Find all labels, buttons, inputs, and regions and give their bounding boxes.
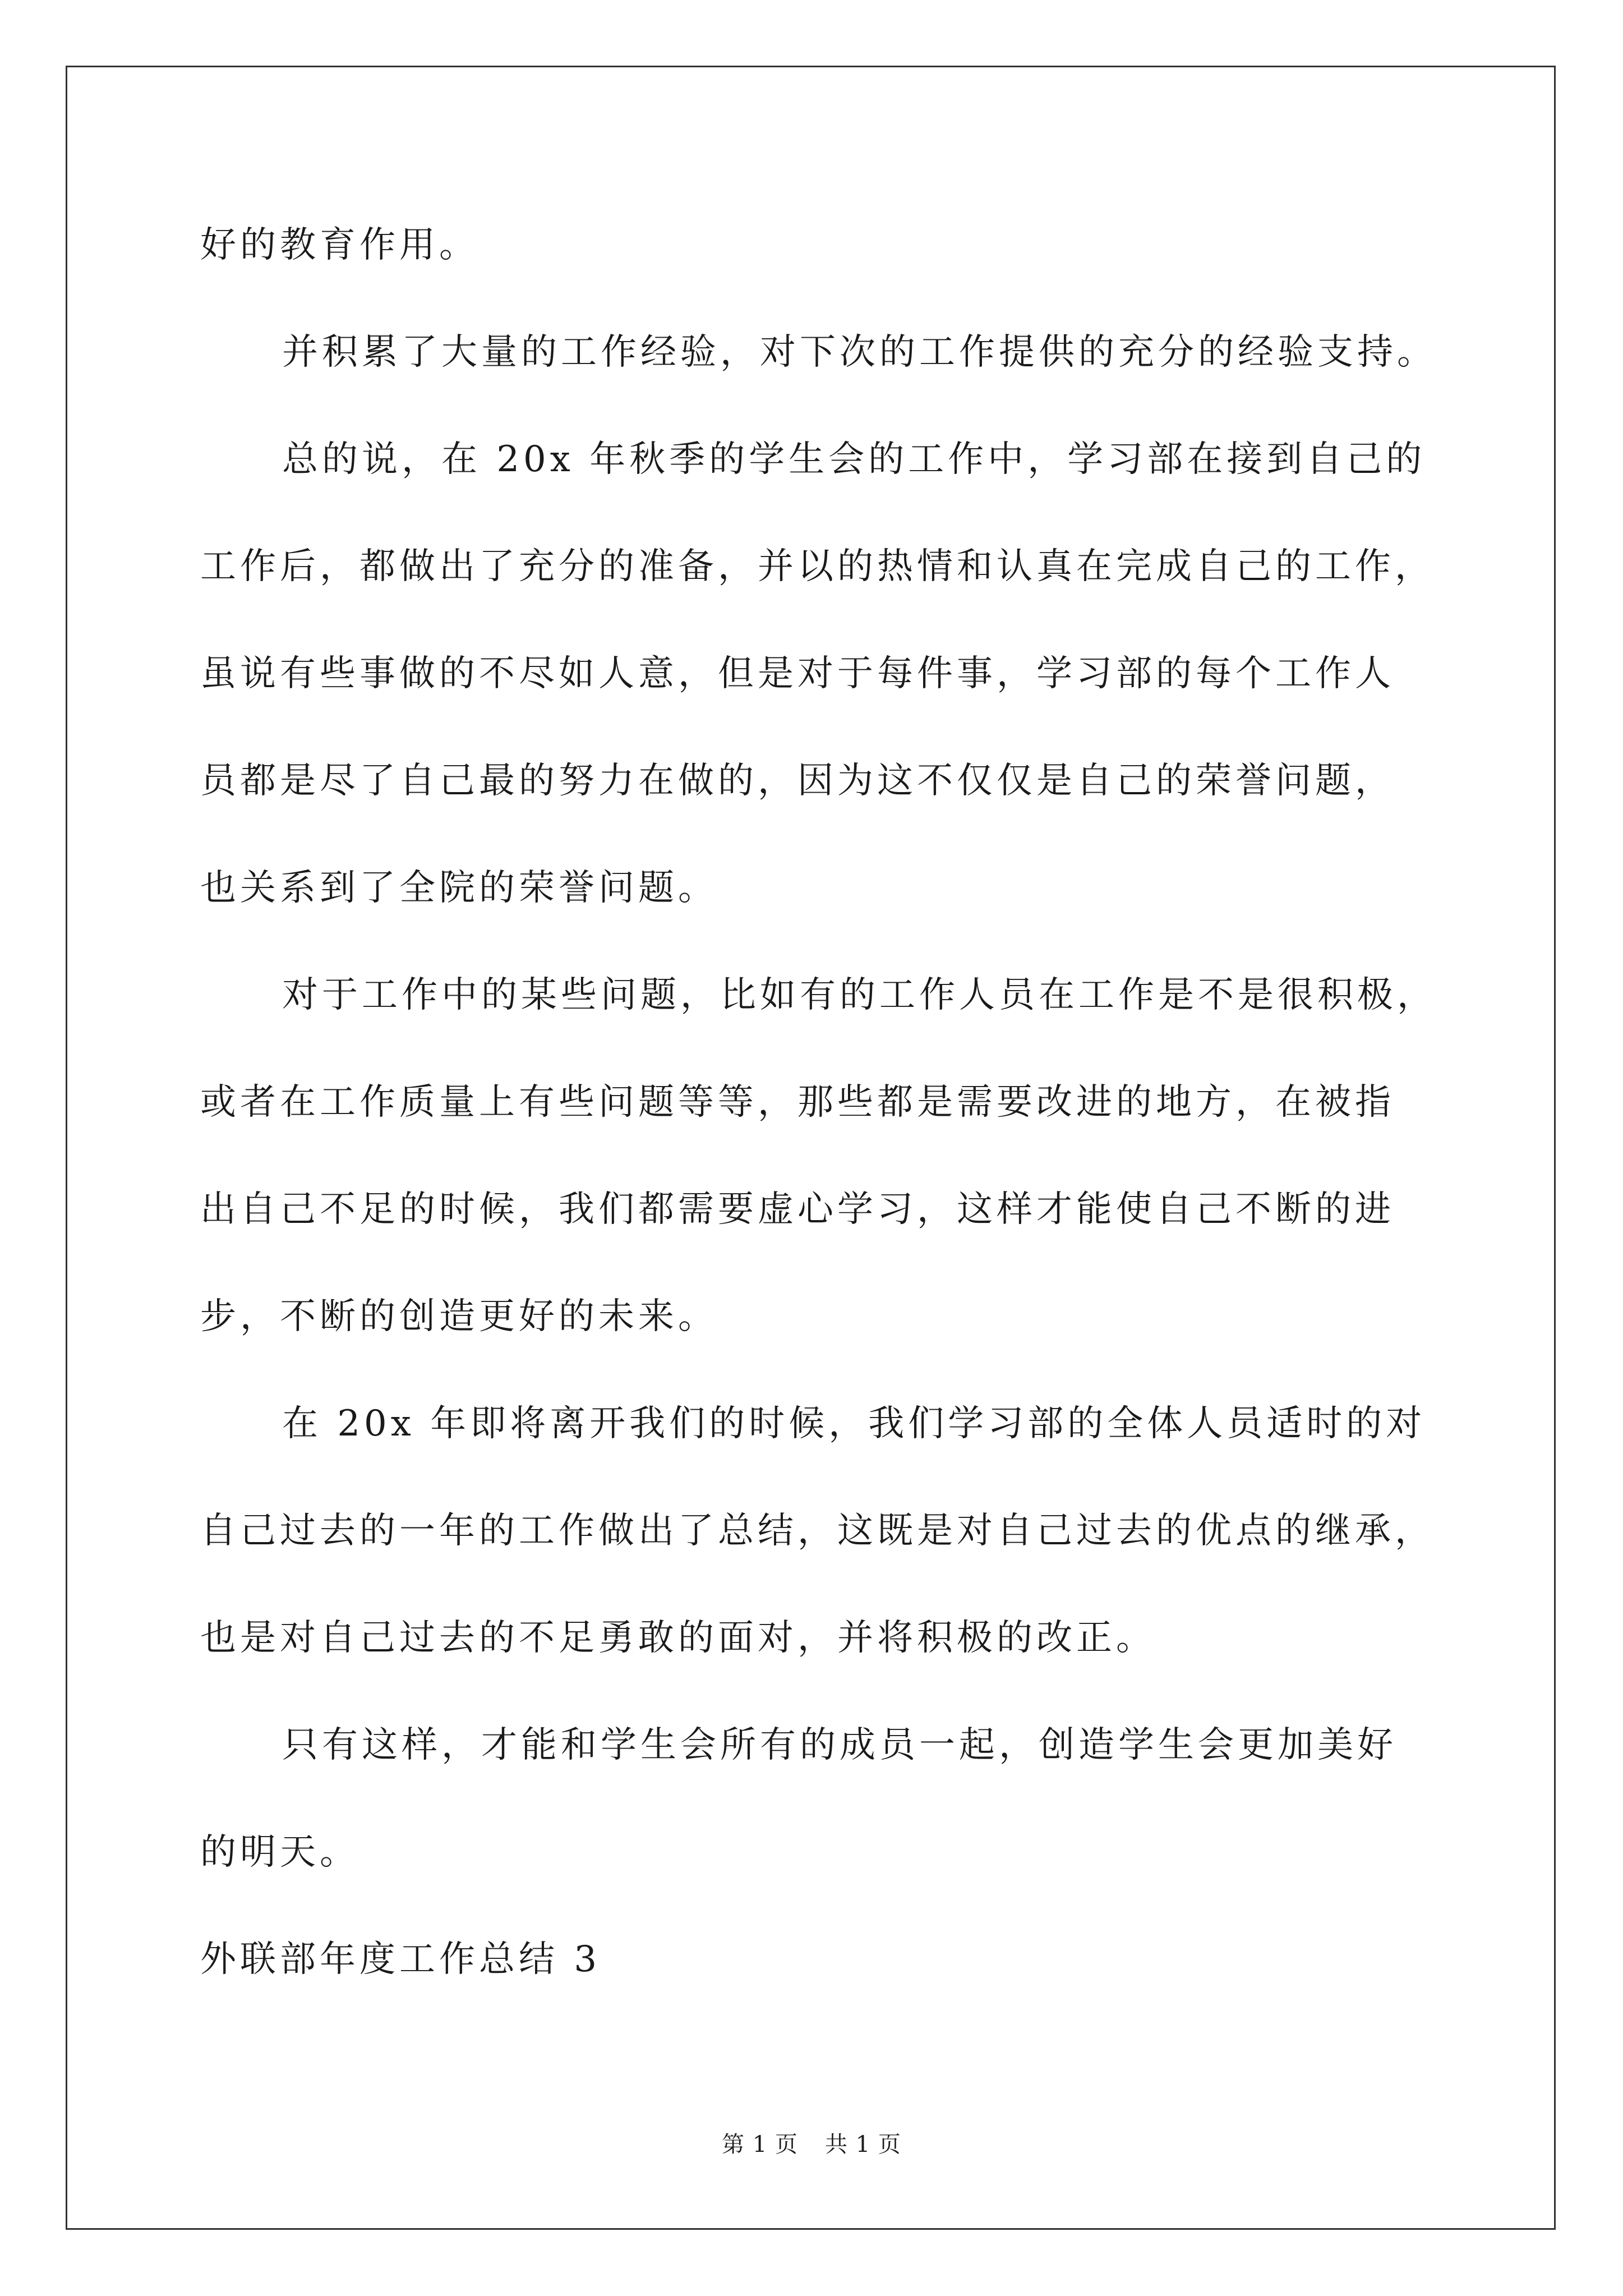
page-number: 第 1 页 xyxy=(722,2132,798,2157)
text-line: 工作后，都做出了充分的准备，并以的热情和认真在完成自己的工作， xyxy=(200,546,1435,587)
text-line: 或者在工作质量上有些问题等等，那些都是需要改进的地方，在被指 xyxy=(200,1082,1395,1123)
paragraph-line: 并积累了大量的工作经验，对下次的工作提供的充分的经验支持。 xyxy=(282,332,1437,373)
text-line: 自己过去的一年的工作做出了总结，这既是对自己过去的优点的继承， xyxy=(200,1510,1435,1552)
paragraph-line: 对于工作中的某些问题，比如有的工作人员在工作是不是很积极， xyxy=(282,974,1437,1016)
paragraph-line: 在 20x 年即将离开我们的时候，我们学习部的全体人员适时的对 xyxy=(282,1403,1426,1444)
page-total: 共 1 页 xyxy=(825,2132,901,2157)
section-heading: 外联部年度工作总结 3 xyxy=(200,1939,601,1980)
text-line: 也是对自己过去的不足勇敢的面对，并将积极的改正。 xyxy=(200,1617,1156,1659)
text-line: 员都是尽了自己最的努力在做的，因为这不仅仅是自己的荣誉问题， xyxy=(200,760,1395,802)
text-line: 也关系到了全院的荣誉问题。 xyxy=(200,867,718,909)
text-line: 的明天。 xyxy=(200,1832,359,1873)
paragraph-line: 只有这样，才能和学生会所有的成员一起，创造学生会更加美好 xyxy=(282,1724,1397,1766)
page-border xyxy=(66,66,1556,2230)
paragraph-line: 总的说，在 20x 年秋季的学生会的工作中，学习部在接到自己的 xyxy=(282,439,1426,480)
text-line: 好的教育作用。 xyxy=(200,224,479,266)
text-line: 虽说有些事做的不尽如人意，但是对于每件事，学习部的每个工作人 xyxy=(200,653,1395,694)
text-line: 步，不断的创造更好的未来。 xyxy=(200,1296,718,1337)
page-footer xyxy=(0,2128,1623,2161)
text-line: 出自己不足的时候，我们都需要虚心学习，这样才能使自己不断的进 xyxy=(200,1189,1395,1230)
